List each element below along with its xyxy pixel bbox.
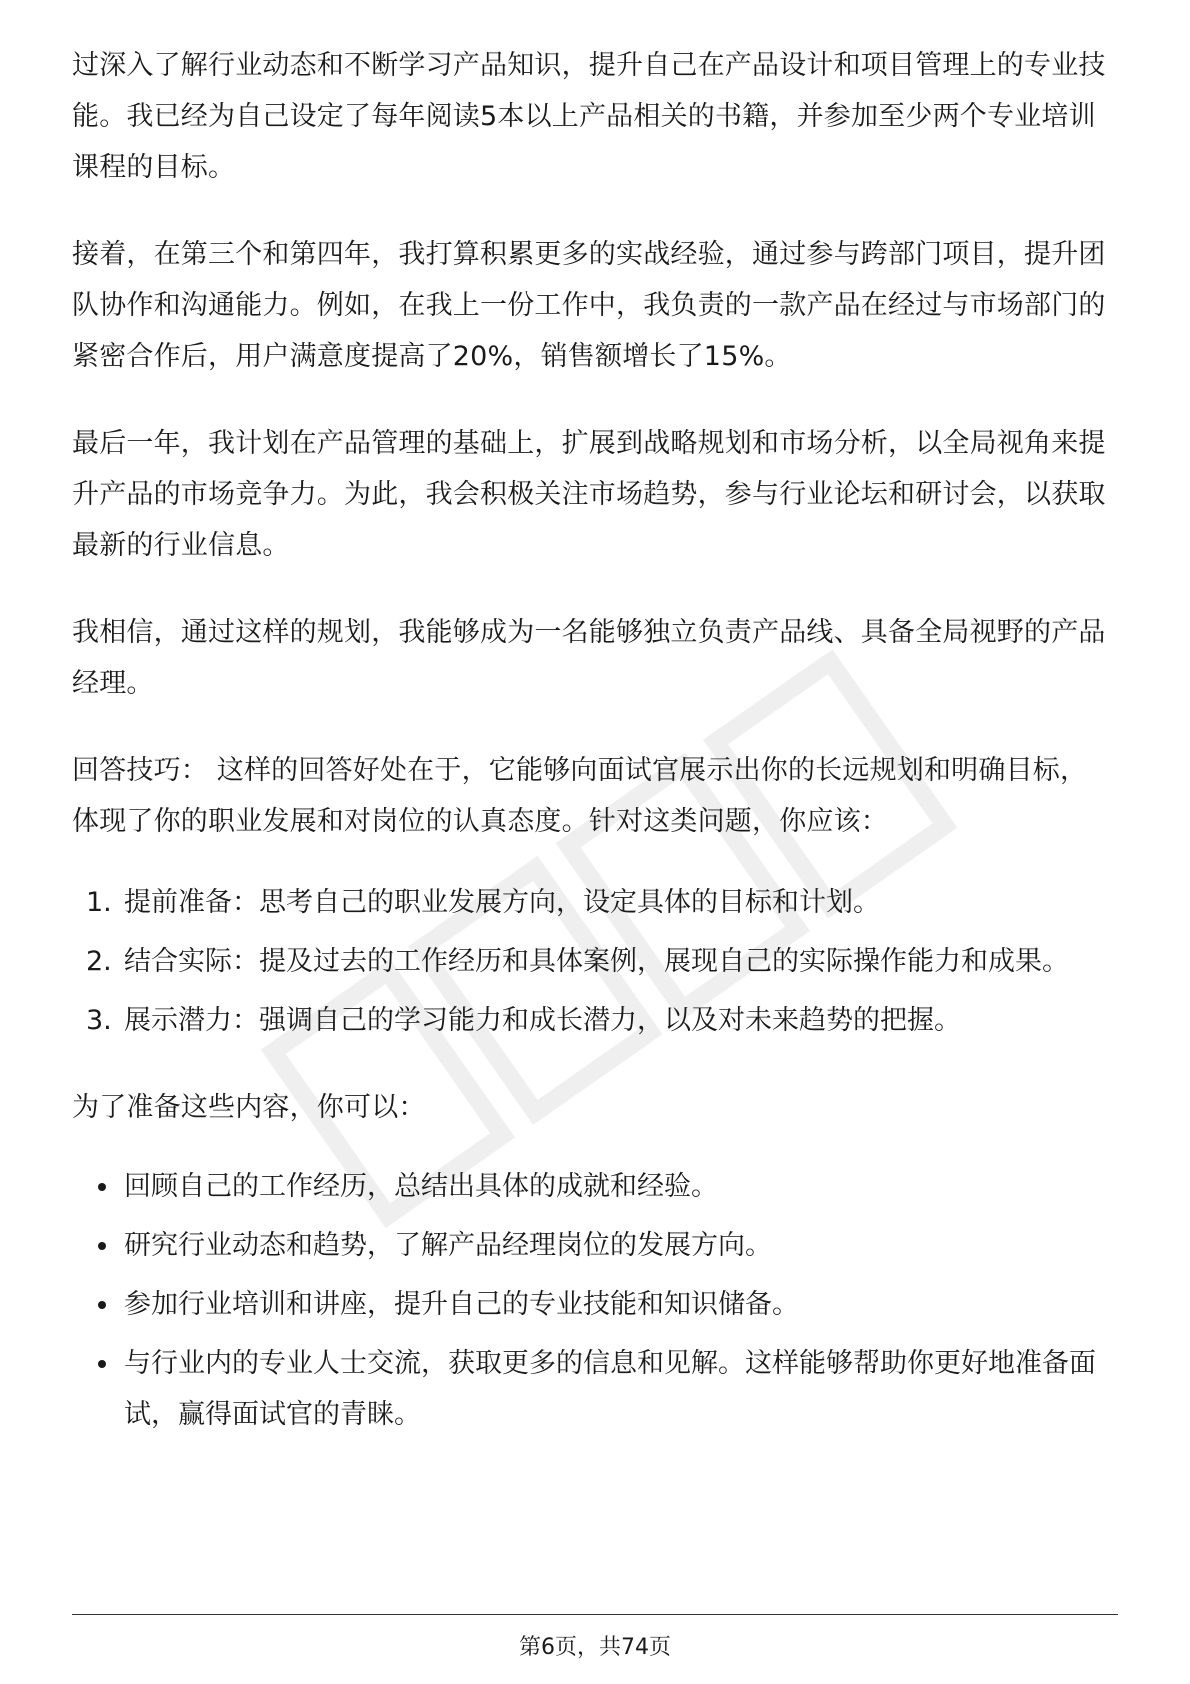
paragraph-years-three-four: 接着，在第三个和第四年，我打算积累更多的实战经验，通过参与跨部门项目，提升团队协作和沟通能力。例如，在我上一份工作中，我负责的一款产品在经过与市场部门的紧密合作后，用户满意度提高了20%，销售额增长了15%。	[72, 239, 1106, 372]
paragraph-study-plan: 过深入了解行业动态和不断学习产品知识，提升自己在产品设计和项目管理上的专业技能。我已经为自己设定了每年阅读5本以上产品相关的书籍，并参加至少两个专业培训课程的目标。	[72, 50, 1106, 183]
footer-divider	[72, 1614, 1118, 1615]
list-item-text: 展示潜力：强调自己的学习能力和成长潜力，以及对未来趋势的把握。	[124, 1005, 961, 1036]
paragraph-final-year: 最后一年，我计划在产品管理的基础上，扩展到战略规划和市场分析，以全局视角来提升产品的市场竞争力。为此，我会积极关注市场趋势，参与行业论坛和研讨会，以获取最新的行业信息。	[72, 428, 1106, 561]
list-item-text: 回顾自己的工作经历，总结出具体的成就和经验。	[124, 1171, 718, 1202]
list-item	[72, 936, 1112, 987]
list-item	[72, 1220, 1112, 1271]
bullet-icon	[98, 1242, 106, 1250]
list-item-text: 提前准备：思考自己的职业发展方向，设定具体的目标和计划。	[124, 887, 880, 918]
prep-intro: 为了准备这些内容，你可以：	[72, 1092, 426, 1123]
list-item-text: 参加行业培训和讲座，提升自己的专业技能和知识储备。	[124, 1289, 799, 1320]
list-number: 1.	[86, 887, 112, 918]
list-item	[72, 877, 1112, 928]
bullet-icon	[98, 1301, 106, 1309]
list-item	[72, 995, 1112, 1046]
list-number: 3.	[86, 1005, 112, 1036]
list-number: 2.	[86, 946, 112, 977]
list-item	[72, 1279, 1112, 1330]
list-item-text: 与行业内的专业人士交流，获取更多的信息和见解。这样能够帮助你更好地准备面试，赢得面试官的青睐。	[124, 1348, 1096, 1430]
list-item	[72, 1161, 1112, 1212]
list-item-text: 结合实际：提及过去的工作经历和具体案例，展现自己的实际操作能力和成果。	[124, 946, 1069, 977]
document-page	[72, 40, 1112, 1448]
bullet-icon	[98, 1183, 106, 1191]
paragraph-conclusion: 我相信，通过这样的规划，我能够成为一名能够独立负责产品线、具备全局视野的产品经理。	[72, 617, 1106, 699]
list-item	[72, 1338, 1112, 1440]
paragraph-answer-tips: 回答技巧： 这样的回答好处在于，它能够向面试官展示出你的长远规划和明确目标，体现了你的职业发展和对岗位的认真态度。针对这类问题，你应该：	[72, 755, 1088, 837]
page-number: 第6页，共74页	[519, 1635, 671, 1660]
list-item-text: 研究行业动态和趋势，了解产品经理岗位的发展方向。	[124, 1230, 772, 1261]
bullet-icon	[98, 1360, 106, 1368]
tips-list	[72, 877, 1112, 1046]
prep-list	[72, 1161, 1112, 1440]
